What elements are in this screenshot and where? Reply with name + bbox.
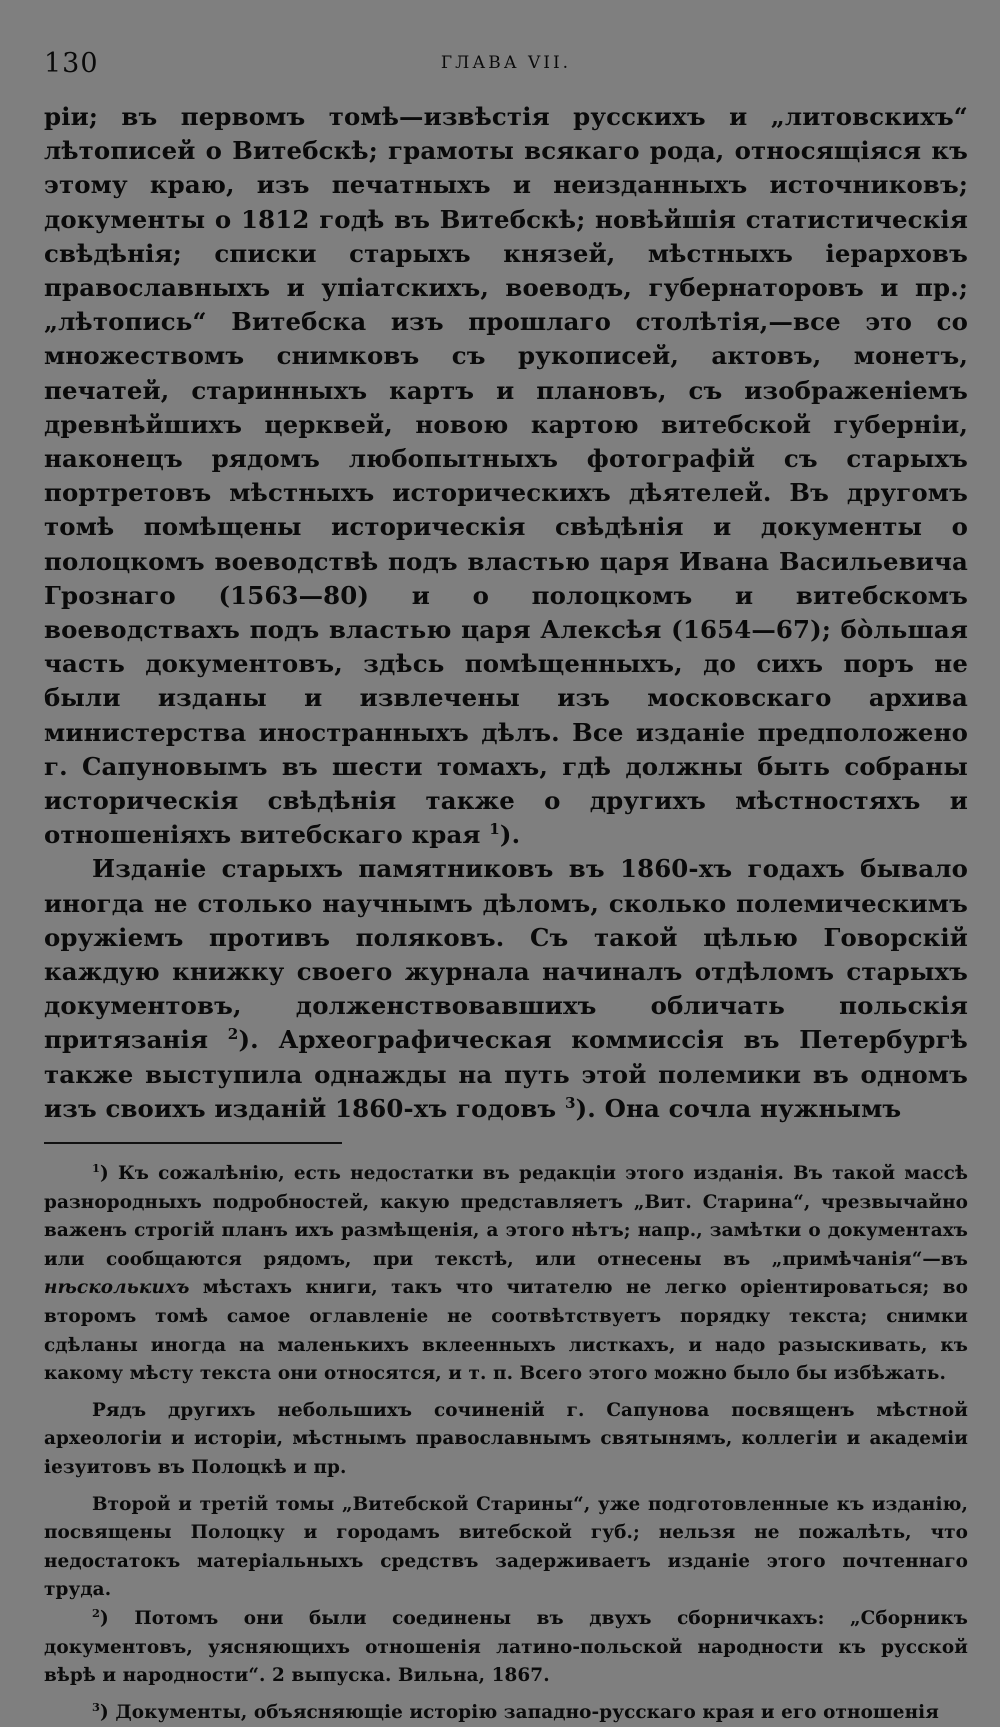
footnote-1a-text-before: ) Къ сожалѣнію, есть недостатки въ редакціи этого изданія. Въ такой массѣ разнородныхъ подробностей, какую представляетъ „Вит. Старина“, чрезвычайно важенъ строгій планъ ихъ размѣщенія, а этого нѣтъ; напр., замѣтки о документахъ или сообщаются рядомъ, при текстѣ, или отнесены въ „примѣчанія“—въ [44, 1163, 968, 1270]
paragraph-1 [44, 100, 968, 852]
footnote-2-marker: 2 [92, 1605, 101, 1620]
footnote-3-text: ) Документы, объясняющіе исторію западно-русскаго края и его отношенія [100, 1701, 939, 1723]
paragraph-2 [44, 852, 968, 1126]
footnote-ref-1: 1 [489, 820, 500, 839]
footnote-1a [44, 1160, 968, 1389]
running-head: ГЛАВА VII. [440, 53, 572, 73]
book-page [44, 0, 968, 1727]
footnote-1b: Рядъ другихъ небольшихъ сочиненій г. Сапунова посвященъ мѣстной археологіи и исторіи, мѣстнымъ православнымъ святынямъ, коллегіи и академіи іезуитовъ въ Полоцкѣ и пр. [44, 1399, 968, 1479]
paragraph-1-text: ріи; въ первомъ томѣ—извѣстія русскихъ и „литовскихъ“ лѣтописей о Витебскѣ; грамоты всякаго рода, относящіяся къ этому краю, изъ печатныхъ и неизданныхъ источниковъ; документы о 1812 годѣ въ Витебскѣ; новѣйшія статистическія свѣдѣнія; списки старыхъ князей, мѣстныхъ іерарховъ православныхъ и упіатскихъ, воеводъ, губернаторовъ и пр.; „лѣтопись“ Витебска изъ прошлаго столѣтія,—все это со множествомъ снимковъ съ рукописей, актовъ, монетъ, печатей, старинныхъ картъ и плановъ, съ изображеніемъ древнѣйшихъ церквей, новою картою витебской губерніи, наконецъ рядомъ любопытныхъ фотографій съ старыхъ портретовъ мѣстныхъ историческихъ дѣятелей. Въ другомъ томѣ помѣщены историческія свѣдѣнія и документы о полоцкомъ воеводствѣ подъ властью царя Ивана Васильевича Грознаго (1563—80) и о полоцкомъ и витебскомъ воеводствахъ подъ властью царя Алексѣя (1654—67); бòльшая часть документовъ, здѣсь помѣщенныхъ, до сихъ поръ не были изданы и извлечены изъ московскаго архива министерства иностранныхъ дѣлъ. Все изданіе предположено г. Сапуновымъ въ шести томахъ, гдѣ должны быть собраны историческія свѣдѣнія также о другихъ мѣстностяхъ и отношеніяхъ витебскаго края [44, 102, 968, 850]
footnotes [44, 1160, 968, 1727]
footnote-1a-text-after: мѣстахъ книги, такъ что читателю не легко оріентироваться; во второмъ томѣ самое оглавленіе не соотвѣтствуетъ порядку текста; снимки сдѣланы иногда на маленькихъ вклеенныхъ листкахъ, и надо разыскивать, къ какому мѣсту текста они относятся, и т. п. Всего этого можно было бы избѣжать. [44, 1277, 968, 1385]
footnote-ref-3: 3 [564, 1093, 576, 1112]
main-text [44, 100, 968, 1126]
page-number: 130 [44, 48, 99, 79]
footnote-divider [44, 1142, 342, 1144]
footnote-1a-italic: нѣсколькихъ [44, 1277, 190, 1299]
paragraph-2-text-c: ). Она сочла нужнымъ [575, 1093, 902, 1123]
footnote-3-marker: 3 [92, 1699, 101, 1714]
footnote-ref-2: 2 [227, 1025, 239, 1044]
paragraph-1-tail: ). [499, 820, 521, 850]
footnote-1-marker: 1 [92, 1160, 101, 1175]
footnote-2 [44, 1605, 968, 1691]
footnote-1c: Второй и третій томы „Витебской Старины“, уже подготовленные къ изданію, посвящены Полоцку и городамъ витебской губ.; нельзя не пожалѣть, что недостатокъ матеріальныхъ средствъ задерживаетъ изданіе этого почтеннаго труда. [44, 1493, 968, 1601]
page-header [44, 0, 968, 100]
footnote-3 [44, 1699, 968, 1727]
footnote-2-text: ) Потомъ они были соединены въ двухъ сборничкахъ: „Сборникъ документовъ, уясняющихъ отношенія латино-польской народности къ русской вѣрѣ и народности“. 2 выпуска. Вильна, 1867. [44, 1608, 968, 1687]
paragraph-2-text-a: Изданіе старыхъ памятниковъ въ 1860-хъ годахъ бывало иногда не столько научнымъ дѣломъ, сколько полемическимъ оружіемъ противъ поляковъ. Съ такой цѣлью Говорскій каждую книжку своего журнала начиналъ отдѣломъ старыхъ документовъ, долженствовавшихъ обличать польскія притязанія [44, 854, 968, 1055]
paragraph-2-text-b: ). Археографическая коммиссія въ Петербургѣ также выступила однажды на путь этой полемики въ одномъ изъ своихъ изданій 1860-хъ годовъ [44, 1025, 968, 1123]
